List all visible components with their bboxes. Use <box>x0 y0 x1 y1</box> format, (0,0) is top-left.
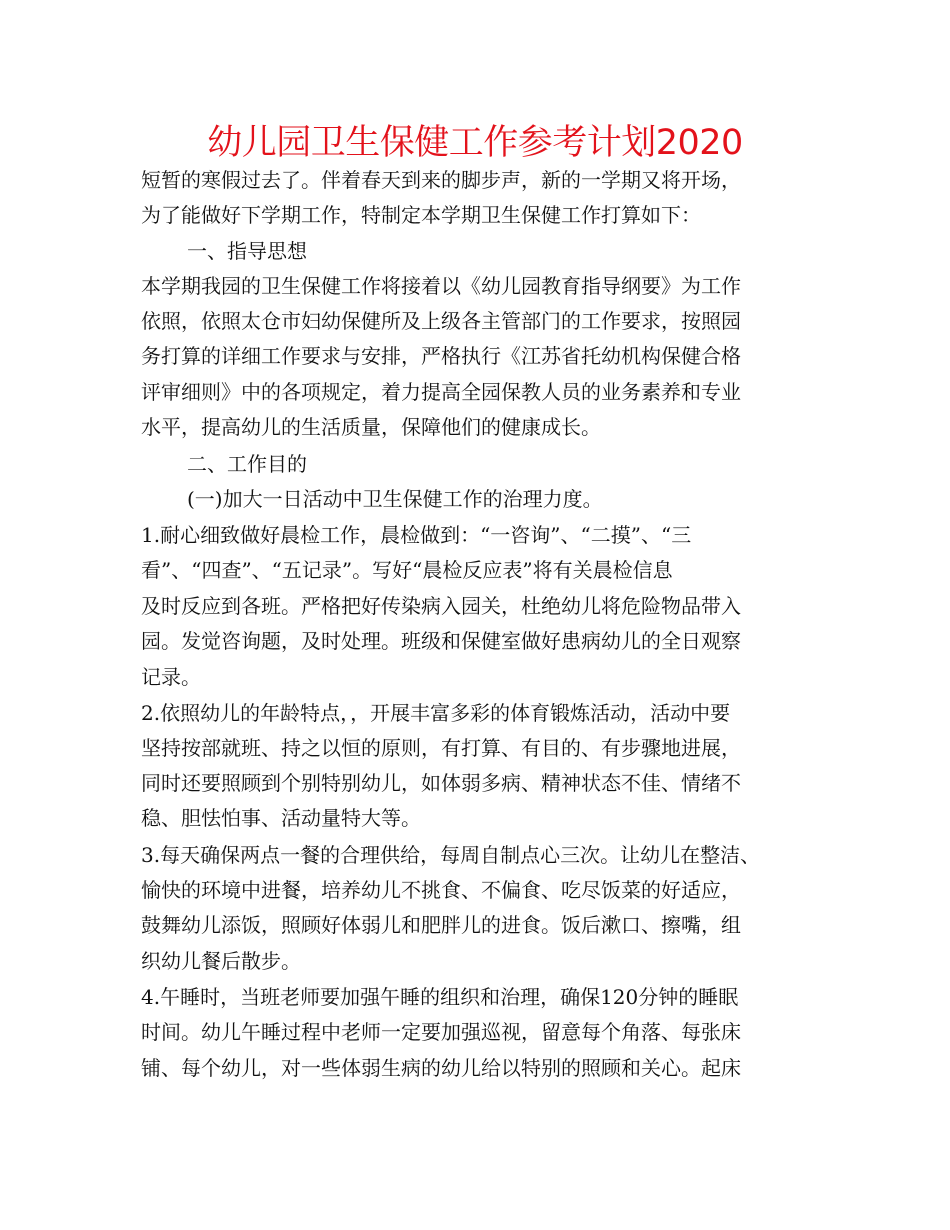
paragraph-line: 依照，依照太仓市妇幼保健所及上级各主管部门的工作要求，按照园 <box>141 309 741 333</box>
paragraph-line: 及时反应到各班。严格把好传染病入园关，杜绝幼儿将危险物品带入 <box>141 594 741 618</box>
paragraph-line: 坚持按部就班、持之以恒的原则，有打算、有目的、有步骤地进展， <box>141 736 741 760</box>
paragraph-line: 2.依照幼儿的年龄特点，，开展丰富多彩的体育锻炼活动，活动中要 <box>141 701 731 725</box>
paragraph-line: 看”、“四查”、“五记录”。写好“晨检反应表”将有关晨检信息 <box>141 558 673 582</box>
paragraph-line: 记录。 <box>141 665 201 689</box>
paragraph-line: 评审细则》中的各项规定，着力提高全园保教人员的业务素养和专业 <box>141 380 741 404</box>
paragraph-line: 4.午睡时，当班老师要加强午睡的组织和治理，确保120分钟的睡眠 <box>141 985 739 1009</box>
paragraph-line: 织幼儿餐后散步。 <box>141 949 301 973</box>
paragraph-line: 铺、每个幼儿，对一些体弱生病的幼儿给以特别的照顾和关心。起床 <box>141 1056 741 1080</box>
paragraph-line: 水平，提高幼儿的生活质量，保障他们的健康成长。 <box>141 415 601 439</box>
paragraph-line: 愉快的环境中进餐，培养幼儿不挑食、不偏食、吃尽饭菜的好适应， <box>141 878 741 902</box>
paragraph-line: 为了能做好下学期工作，特制定本学期卫生保健工作打算如下： <box>141 203 701 227</box>
paragraph-line: 园。发觉咨询题，及时处理。班级和保健室做好患病幼儿的全日观察 <box>141 629 741 653</box>
subsection-heading: (一)加大一日活动中卫生保健工作的治理力度。 <box>187 487 603 511</box>
paragraph-line: 务打算的详细工作要求与安排，严格执行《江苏省托幼机构保健合格 <box>141 344 741 368</box>
paragraph-line: 3.每天确保两点一餐的合理供给，每周自制点心三次。让幼儿在整洁、 <box>141 843 761 867</box>
paragraph-line: 本学期我园的卫生保健工作将接着以《幼儿园教育指导纲要》为工作 <box>141 274 741 298</box>
section-heading: 二、工作目的 <box>187 452 307 476</box>
paragraph-line: 时间。幼儿午睡过程中老师一定要加强巡视，留意每个角落、每张床 <box>141 1020 741 1044</box>
paragraph-line: 同时还要照顾到个别特别幼儿，如体弱多病、精神状态不佳、情绪不 <box>141 771 741 795</box>
document-title: 幼儿园卫生保健工作参考计划2020 <box>207 123 743 163</box>
section-heading: 一、指导思想 <box>187 239 307 263</box>
paragraph-line: 1.耐心细致做好晨检工作，晨检做到：“一咨询”、“二摸”、“三 <box>141 523 692 547</box>
paragraph-line: 短暂的寒假过去了。伴着春天到来的脚步声，新的一学期又将开场， <box>141 168 741 192</box>
paragraph-line: 鼓舞幼儿添饭，照顾好体弱儿和肥胖儿的进食。饭后漱口、擦嘴，组 <box>141 913 741 937</box>
paragraph-line: 稳、胆怯怕事、活动量特大等。 <box>141 806 421 830</box>
